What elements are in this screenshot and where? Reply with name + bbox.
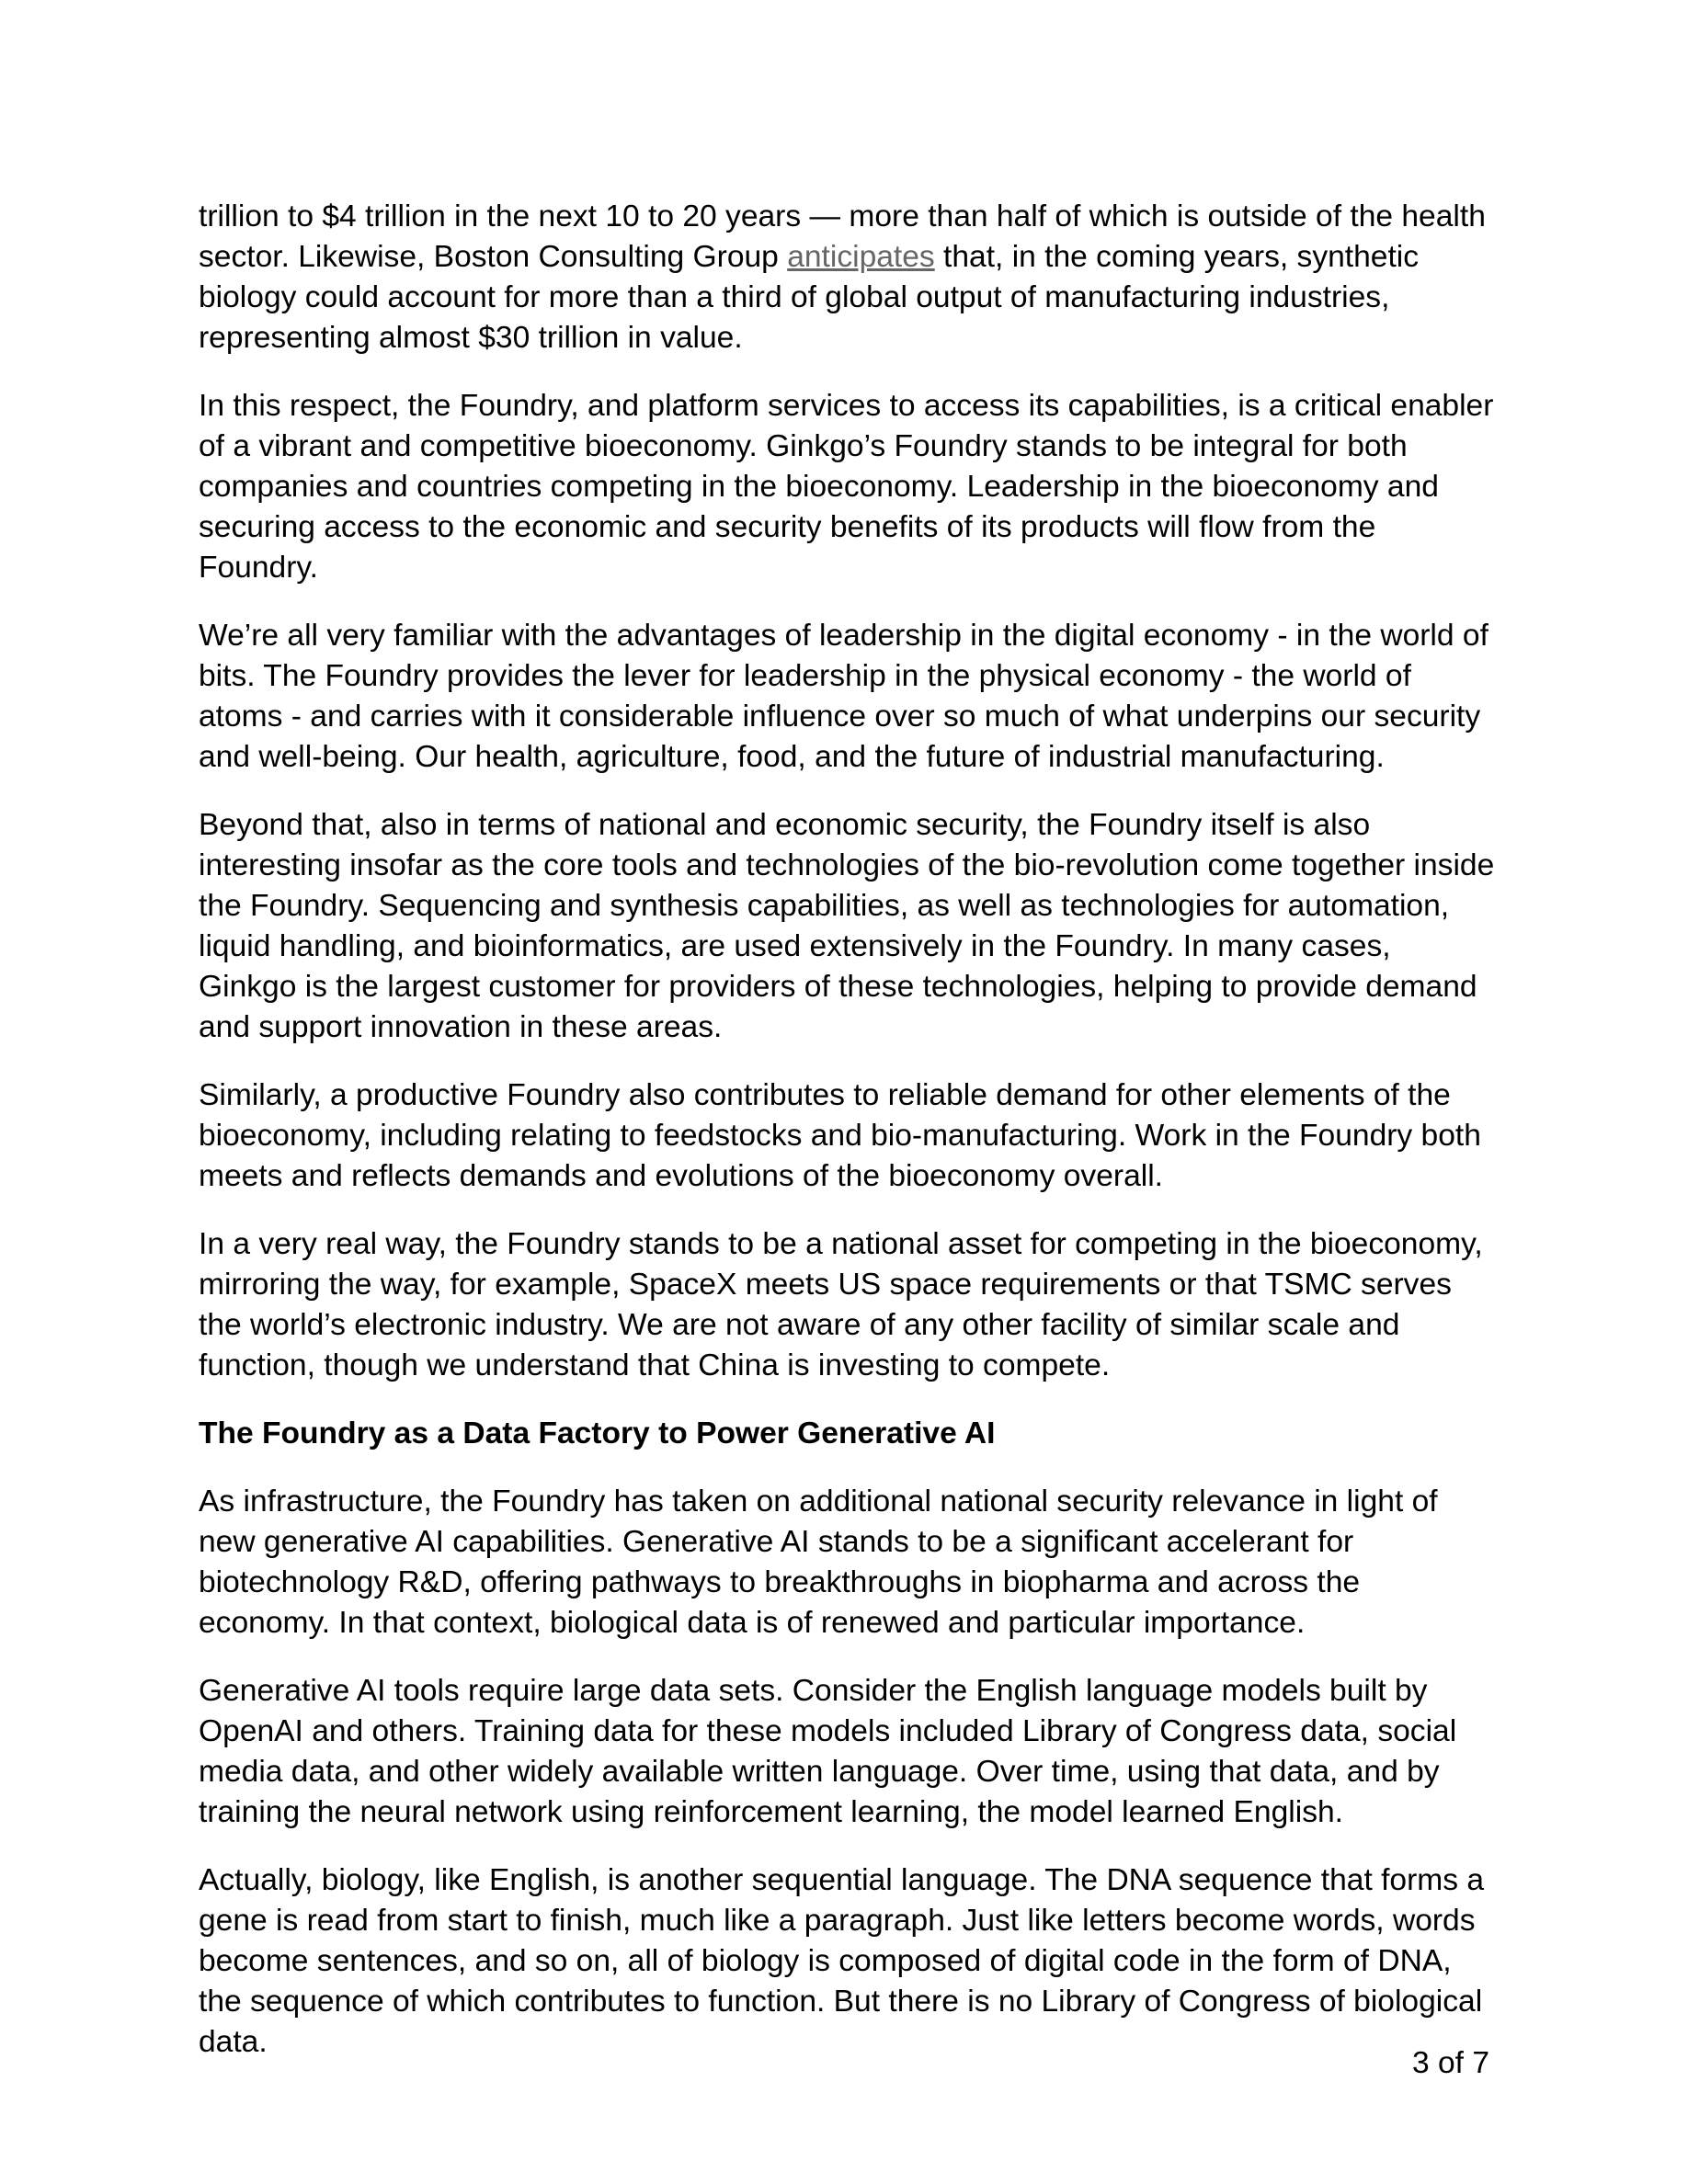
paragraph-reliable-demand: Similarly, a productive Foundry also contributes to reliable demand for other elements of the bioeconomy, including relating to feedstocks and bio-manufacturing. Work in the Foundry both meets and reflects demands and evolutions of the bioeconomy overall. bbox=[199, 1078, 1481, 1193]
page-number: 3 of 7 bbox=[1411, 2046, 1489, 2080]
paragraph-national-asset: In a very real way, the Foundry stands to be a national asset for competing in the bioeconomy, mirroring the way, for example, SpaceX meets US space requirements or that TSMC serves the world’s electronic industry. We are not aware of any other facility of similar scale and function, though we understand that China is investing to compete. bbox=[199, 1227, 1483, 1382]
paragraph-text: that, in the coming years, synthetic biology could account for more than a third of global output of manufacturing industries, representing almost $30 trillion in value. bbox=[199, 240, 1420, 355]
paragraph-national-security: Beyond that, also in terms of national and economic security, the Foundry itself is also interesting insofar as the core tools and technologies of the bio-revolution come together inside the Foundry. Sequencing and synthesis capabilities, as well as technologies for automation, liquid handling, and bioinformatics, are used extensively in the Foundry. In many cases, Ginkgo is the largest customer for providers of these technologies, helping to provide demand and support innovation in these areas. bbox=[199, 808, 1495, 1044]
section-heading: The Foundry as a Data Factory to Power Generative AI bbox=[199, 1416, 996, 1450]
paragraph-generative-ai: As infrastructure, the Foundry has taken on additional national security relevance in light of new generative AI capabilities. Generative AI stands to be a significant accelerant for biotechnology R&D, offering pathways to breakthroughs in biopharma and across the economy. In that context, biological data is of renewed and particular importance. bbox=[199, 1484, 1438, 1640]
paragraph-text: trillion to $4 trillion in the next 10 to 20 years — more than half of which is outside of the health sector. Likewise, Boston Consulting Group bbox=[199, 199, 1486, 274]
paragraph-market-size bbox=[199, 197, 1495, 358]
paragraph-foundry-enabler: In this respect, the Foundry, and platform services to access its capabilities, is a critical enabler of a vibrant and competitive bioeconomy. Ginkgo’s Foundry stands to be integral for both companies and countries competing in the bioeconomy. Leadership in the bioeconomy and securing access to the economic and security benefits of its products will flow from the Foundry. bbox=[199, 389, 1494, 585]
paragraph-biology-language: Actually, biology, like English, is another sequential language. The DNA sequence that forms a gene is read from start to finish, much like a paragraph. Just like letters become words, words become sentences, and so on, all of biology is composed of digital code in the form of DNA, the sequence of which contributes to function. But there is no Library of Congress of biological data. bbox=[199, 1863, 1485, 2059]
document-body bbox=[199, 197, 1495, 2090]
paragraph-large-datasets: Generative AI tools require large data sets. Consider the English language models built by OpenAI and others. Training data for these models included Library of Congress data, social media data, and other widely available written language. Over time, using that data, and by training the neural network using reinforcement learning, the model learned English. bbox=[199, 1674, 1457, 1829]
anticipates-link[interactable]: anticipates bbox=[787, 240, 935, 274]
paragraph-digital-economy: We’re all very familiar with the advantages of leadership in the digital economy - in the world of bits. The Foundry provides the lever for leadership in the physical economy - the world of atoms - and carries with it considerable influence over so much of what underpins our security and well-being. Our health, agriculture, food, and the future of industrial manufacturing. bbox=[199, 619, 1488, 774]
